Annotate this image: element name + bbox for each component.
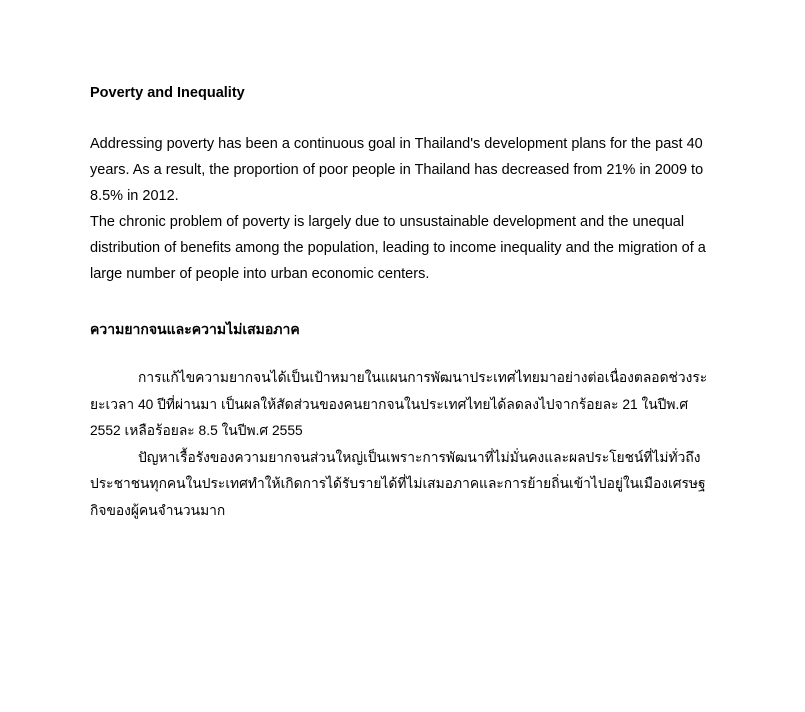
english-heading: Poverty and Inequality — [90, 85, 245, 101]
text-line: large number of people into urban economic centers. — [90, 266, 430, 282]
text-line: distribution of benefits among the population, leading to income inequality and the migration of a — [90, 240, 706, 256]
thai-heading: ความยากจนและความไม่เสมอภาค — [90, 321, 300, 337]
text-line: years. As a result, the proportion of poor people in Thailand has decreased from 21% in 2009 to — [90, 162, 704, 178]
text-line: Addressing poverty has been a continuous goal in Thailand's development plans for the past 40 — [90, 136, 703, 152]
text-line: ประชาชนทุกคนในประเทศทำให้เกิดการได้รับรายได้ที่ไม่เสมอภาคและการย้ายถิ่นเข้าไปอยู่ในเมืองเศรษฐ — [90, 476, 706, 491]
thai-paragraph-2 — [90, 445, 707, 525]
text-line: 8.5% in 2012. — [90, 188, 179, 204]
thai-section — [90, 365, 707, 524]
english-paragraph-1 — [90, 131, 706, 209]
english-paragraph-2 — [90, 209, 706, 287]
thai-paragraph-1 — [90, 365, 707, 445]
text-line: การแก้ไขความยากจนได้เป็นเป้าหมายในแผนการพัฒนาประเทศไทยมาอย่างต่อเนื่องตลอดช่วงระ — [138, 370, 708, 385]
text-line: The chronic problem of poverty is largely due to unsustainable development and the unequal — [90, 214, 685, 230]
english-section — [90, 131, 706, 287]
text-line: กิจของผู้คนจำนวนมาก — [90, 502, 226, 518]
text-line: ยะเวลา 40 ปีที่ผ่านมา เป็นผลให้สัดส่วนของคนยากจนในประเทศไทยได้ลดลงไปจากร้อยละ 21 ในปีพ.ศ — [90, 396, 689, 412]
text-line: ปัญหาเรื้อรังของความยากจนส่วนใหญ่เป็นเพราะการพัฒนาที่ไม่มั่นคงและผลประโยชน์ที่ไม่ทั่วถึง — [138, 449, 701, 465]
text-line: 2552 เหลือร้อยละ 8.5 ในปีพ.ศ 2555 — [90, 423, 303, 438]
